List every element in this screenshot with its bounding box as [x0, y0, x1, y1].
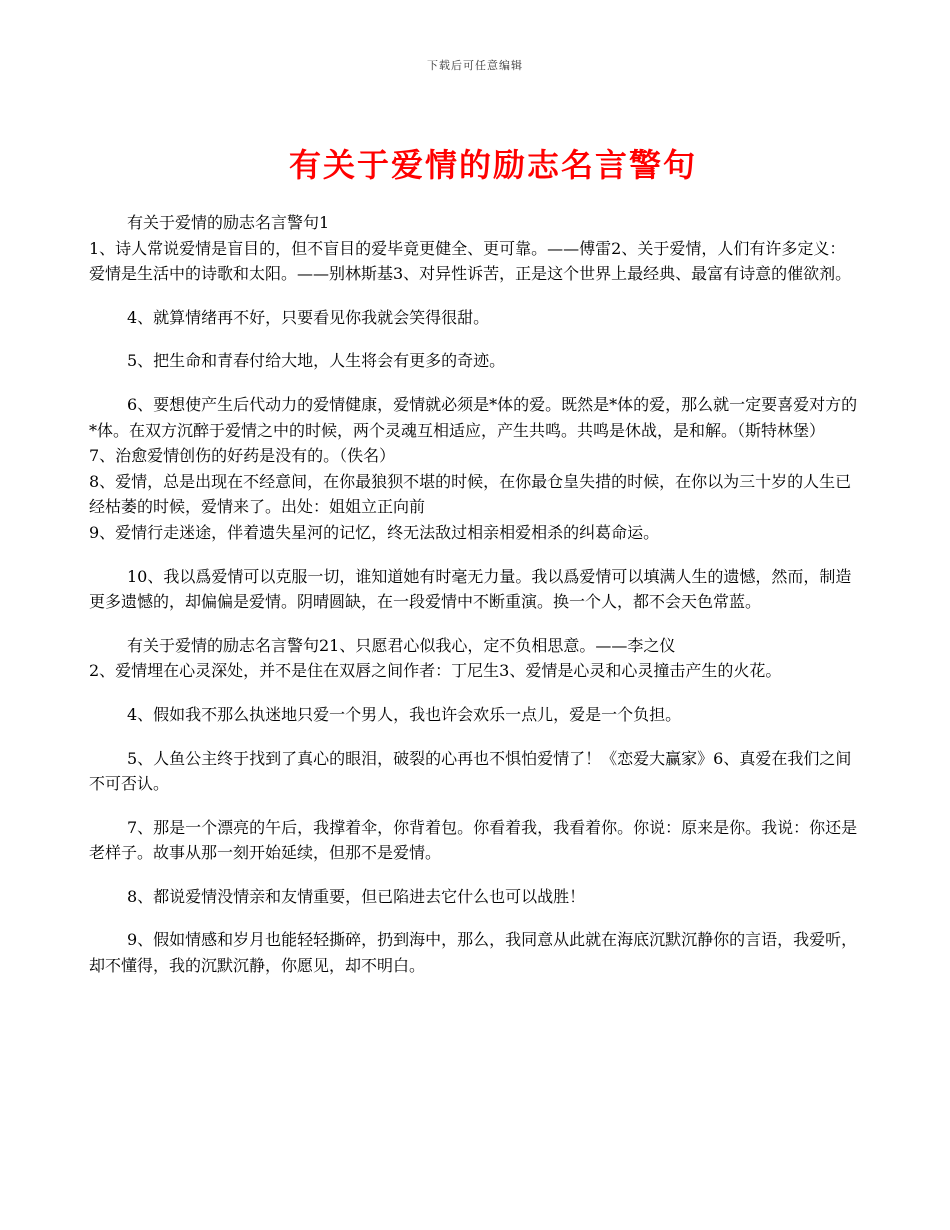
paragraph: 有关于爱情的励志名言警句21、只愿君心似我心，定不负相思意。——李之仪	[127, 635, 676, 655]
paragraph: 2、爱情埋在心灵深处，并不是住在双唇之间作者：丁尼生3、爱情是心灵和心灵撞击产生的火花。	[89, 661, 782, 681]
paragraph: 7、治愈爱情创伤的好药是没有的。（佚名）	[89, 446, 396, 466]
paragraph: 8、爱情，总是出现在不经意间，在你最狼狈不堪的时候，在你最仓皇失措的时候，在你以为三十岁的人生已经枯萎的时候，爱情来了。出处：姐姐立正向前	[89, 471, 852, 517]
paragraph: 1、诗人常说爱情是盲目的，但不盲目的爱毕竟更健全、更可靠。——傅雷2、关于爱情，人们有许多定义：爱情是生活中的诗歌和太阳。——别林斯基3、对异性诉苦，正是这个世界上最经典、最富有诗意的催欲剂。	[89, 238, 852, 284]
paragraph: 10、我以爲爱情可以克服一切，谁知道她有时毫无力量。我以爲爱情可以填满人生的遗憾，然而，制造更多遗憾的，却偏偏是爱情。阴晴圆缺，在一段爱情中不断重演。换一个人，都不会天色常蓝。	[89, 566, 852, 612]
paragraph: 8、都说爱情没情亲和友情重要，但已陷进去它什么也可以战胜！	[127, 886, 586, 906]
paragraph: 6、要想使产生后代动力的爱情健康，爱情就必须是*体的爱。既然是*体的爱，那么就一定要喜爱对方的*体。在双方沉醉于爱情之中的时候，两个灵魂互相适应，产生共鸣。共鸣是休战，是和解。（斯特林堡）	[89, 394, 858, 440]
paragraph: 4、假如我不那么执迷地只爱一个男人，我也许会欢乐一点儿，爱是一个负担。	[127, 704, 682, 724]
page-title: 有关于爱情的励志名言警句	[288, 146, 697, 184]
header-note: 下载后可任意编辑	[427, 59, 523, 72]
paragraph: 5、人鱼公主终于找到了真心的眼泪，破裂的心再也不惧怕爱情了！《恋爱大赢家》6、真爱在我们之间不可否认。	[89, 748, 852, 794]
paragraph: 4、就算情绪再不好，只要看见你我就会笑得很甜。	[127, 307, 490, 327]
paragraph: 7、那是一个漂亮的午后，我撑着伞，你背着包。你看着我，我看着你。你说：原来是你。我说：你还是老样子。故事从那一刻开始延续，但那不是爱情。	[89, 817, 858, 863]
paragraph: 5、把生命和青春付给大地，人生将会有更多的奇迹。	[127, 351, 506, 371]
paragraph: 9、假如情感和岁月也能轻轻撕碎，扔到海中，那么，我同意从此就在海底沉默沉静你的言语，我爱听，却不懂得，我的沉默沉静，你愿见，却不明白。	[89, 930, 858, 976]
paragraph: 有关于爱情的励志名言警句1	[127, 213, 330, 232]
document-body	[89, 210, 861, 979]
paragraph: 9、爱情行走迷途，伴着遗失星河的记忆，终无法敌过相亲相爱相杀的纠葛命运。	[89, 522, 660, 542]
